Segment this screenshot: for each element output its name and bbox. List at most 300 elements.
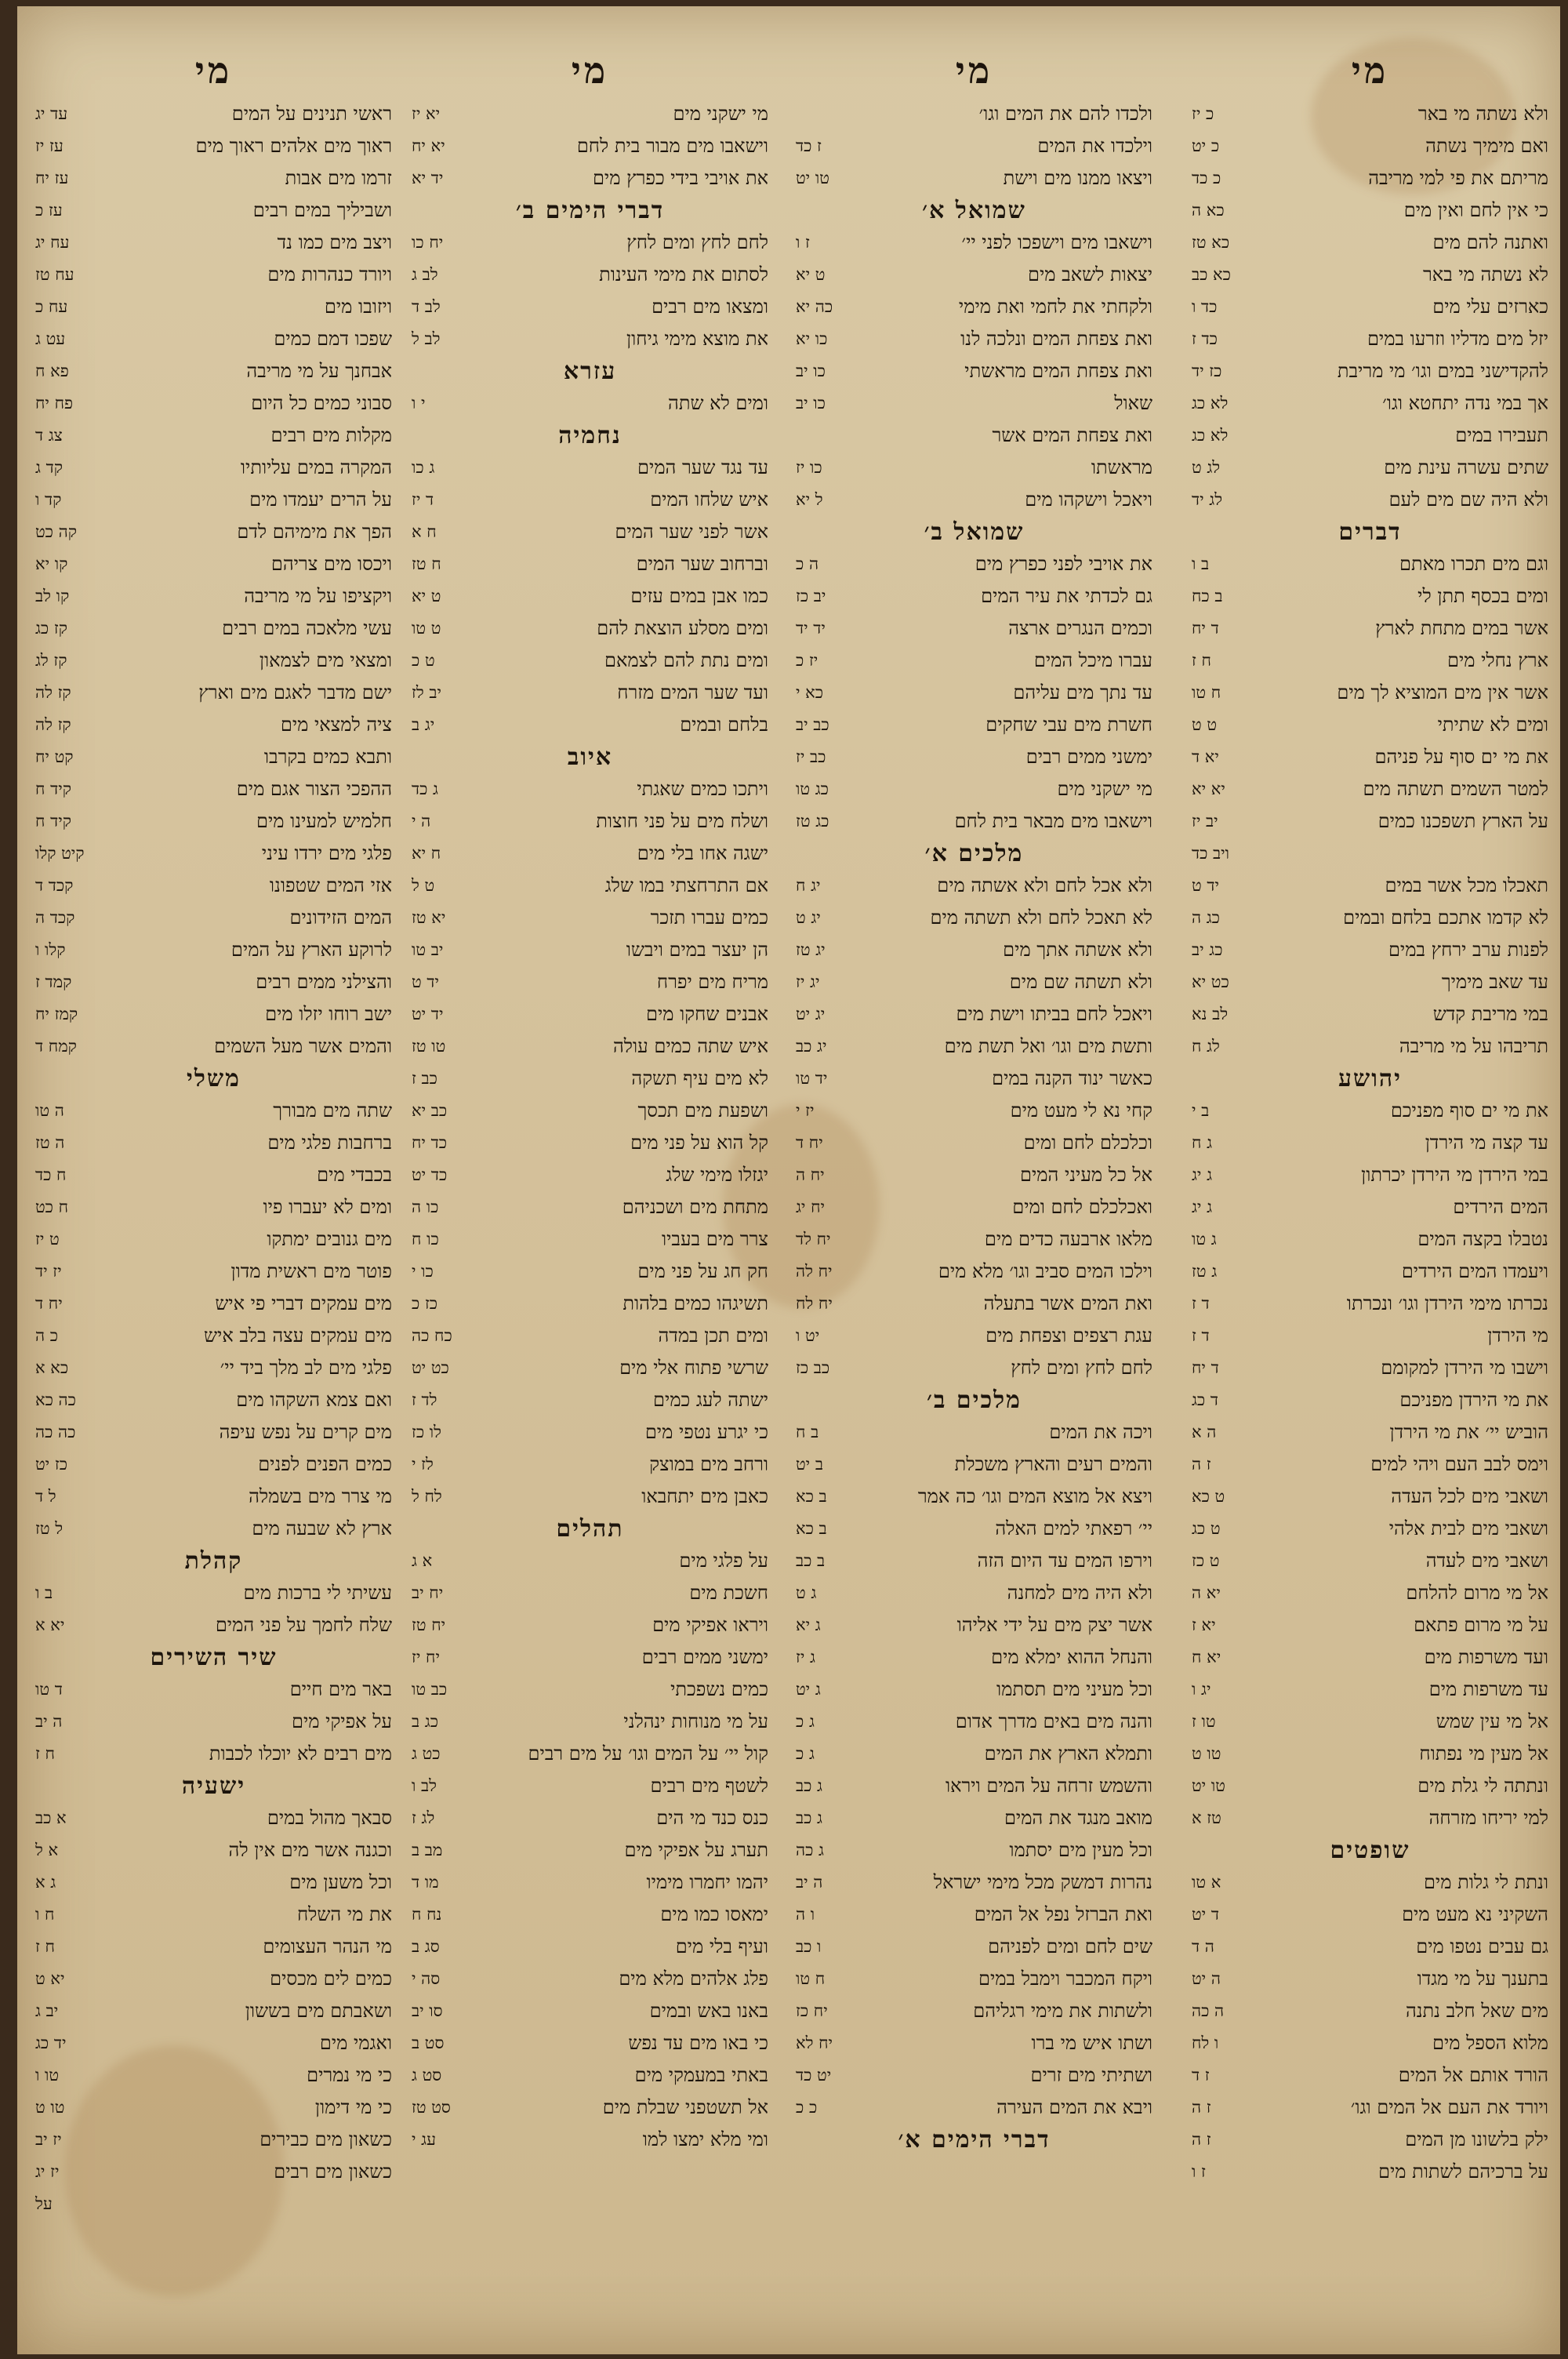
entry-reference: יא יא <box>1192 780 1225 798</box>
entry-text: עגת רצפים וצפחת מים <box>985 1325 1152 1347</box>
concordance-entry <box>796 420 1152 452</box>
concordance-entry <box>35 1834 392 1866</box>
entry-text: יצאות לשאב מים <box>1028 264 1152 285</box>
concordance-column-2 <box>796 43 1152 2317</box>
entry-text: ראשי תנינים על המים <box>231 103 392 125</box>
entry-reference: קכד ד <box>35 876 74 895</box>
entry-reference: קמח ד <box>35 1037 77 1056</box>
book-heading: דברים <box>1338 518 1402 546</box>
entry-reference: כב כז <box>796 1358 830 1377</box>
entry-text: בכבדי מים <box>317 1164 392 1186</box>
concordance-entry <box>35 194 392 227</box>
entry-reference: יב טו <box>412 940 444 959</box>
entry-text: ויקח המכבר וימבל במים <box>978 1968 1152 1990</box>
concordance-entry <box>35 1320 392 1352</box>
entry-reference: יא ד <box>1192 747 1219 766</box>
entry-reference: ח כט <box>35 1198 69 1216</box>
entry-reference: ט כג <box>1192 1519 1221 1538</box>
concordance-entry <box>412 645 768 677</box>
concordance-entry <box>35 838 392 870</box>
entry-reference: כא כב <box>1192 265 1231 284</box>
entry-text: במי מריבת קדש <box>1432 1003 1548 1025</box>
entry-text: למטר השמים תשתה מים <box>1363 778 1548 800</box>
concordance-entry <box>412 998 768 1030</box>
concordance-entry <box>796 1706 1152 1738</box>
entry-text: גם לכדתי את עיר המים <box>981 585 1152 607</box>
concordance-entry <box>35 1448 392 1481</box>
entry-reference: כט יא <box>1192 972 1229 991</box>
entry-reference: ח ז <box>35 1744 55 1763</box>
concordance-entry <box>1192 805 1548 838</box>
entry-text: וכל משען מים <box>289 1871 392 1893</box>
entry-text: סבאך מהול במים <box>267 1807 392 1829</box>
entry-text: אזי המים שטפונו <box>269 874 392 896</box>
concordance-entry <box>35 98 392 130</box>
entry-text: שתה מים מבורך <box>273 1100 392 1121</box>
entry-text: וכמים הנגרים ארצה <box>1008 617 1152 639</box>
concordance-entry <box>796 773 1152 805</box>
entry-reference: ז ד <box>1192 2066 1210 2085</box>
concordance-entry <box>412 1770 768 1802</box>
entry-reference: יא ח <box>1192 1648 1221 1667</box>
entry-reference: ח ז <box>35 1937 55 1956</box>
concordance-entry <box>1192 612 1548 645</box>
entry-text: הוביש יי׳ את מי הירדן <box>1389 1421 1548 1443</box>
entry-text: ולא היה מים למחנה <box>1007 1582 1152 1604</box>
concordance-entry <box>796 1866 1152 1899</box>
entry-reference: כז כ <box>412 1294 438 1313</box>
entry-reference: יא ט <box>35 1969 65 1988</box>
book-heading: מלכים ב׳ <box>927 1387 1022 1414</box>
entry-text: ולקחתי את לחמי ואת מימי <box>958 296 1152 318</box>
concordance-entry <box>35 1127 392 1159</box>
entry-reference: טז א <box>1192 1808 1221 1827</box>
entry-reference: ז ה <box>1192 2130 1211 2149</box>
entry-reference: סט טז <box>412 2098 451 2117</box>
entry-reference: ג כה <box>796 1841 824 1859</box>
entry-reference: סה י <box>412 1969 441 1988</box>
concordance-entry <box>412 227 768 259</box>
entry-reference: ט ל <box>412 876 435 895</box>
entry-text: ולא תשתה שם מים <box>1009 971 1152 993</box>
entry-reference: כ יט <box>1192 136 1220 155</box>
concordance-entry <box>796 227 1152 259</box>
concordance-entry <box>35 709 392 741</box>
entry-reference: יח לה <box>796 1262 833 1281</box>
concordance-entry <box>35 1995 392 2027</box>
concordance-entry <box>796 1609 1152 1641</box>
entry-reference: ה טז <box>35 1133 65 1152</box>
entry-reference: ג א <box>35 1873 56 1892</box>
entry-text: ומים בכסף תתן לי <box>1417 585 1548 607</box>
entry-reference: ה א <box>1192 1423 1217 1441</box>
concordance-entry <box>412 1674 768 1706</box>
concordance-entry <box>412 1416 768 1448</box>
entry-text: וירפו המים עד היום הזה <box>977 1550 1152 1572</box>
entry-text: ומים נתת להם לצמאם <box>604 649 768 671</box>
concordance-entry <box>35 420 392 452</box>
entry-text: ושאבי מים לכל העדה <box>1391 1485 1548 1507</box>
concordance-entry <box>1192 2156 1548 2188</box>
entry-text: אך במי נדה יתחטא וגו׳ <box>1382 392 1548 414</box>
entry-text: מים גנובים ימתקו <box>267 1228 392 1250</box>
entry-reference: לב ו <box>412 1776 437 1795</box>
concordance-entry <box>35 387 392 420</box>
concordance-entry <box>1192 1545 1548 1577</box>
concordance-entry <box>412 2059 768 2092</box>
entry-reference: עז כ <box>35 201 63 220</box>
entry-text: נכרתו מימי הירדן וגו׳ ונכרתו <box>1346 1292 1548 1314</box>
entry-reference: ג כ <box>796 1744 815 1763</box>
entry-text: מקלות מים רבים <box>270 424 392 446</box>
entry-reference: יג יט <box>796 1005 826 1023</box>
entry-reference: כה כה <box>35 1423 76 1441</box>
entry-text: מי הירדן <box>1487 1325 1548 1347</box>
entry-reference: כב יב <box>796 715 829 734</box>
entry-reference: סט ב <box>412 2034 445 2052</box>
entry-text: כארזים עלי מים <box>1432 296 1548 318</box>
entry-text: מים רבים לא יוכלו לכבות <box>209 1743 392 1765</box>
book-heading: יהושע <box>1338 1065 1402 1092</box>
concordance-entry <box>35 741 392 773</box>
entry-text: מריח מים יפרח <box>656 971 768 993</box>
column-header: מי <box>194 49 233 92</box>
entry-reference: כג טז <box>796 812 829 831</box>
concordance-entry <box>1192 1384 1548 1416</box>
concordance-entry <box>412 1159 768 1191</box>
entry-reference: קד ג <box>35 458 63 477</box>
entry-reference: כו יב <box>796 394 826 413</box>
entry-text: תריבהו על מי מריבה <box>1399 1035 1548 1057</box>
entry-reference: ב כא <box>796 1487 827 1506</box>
concordance-entry <box>1192 484 1548 516</box>
entry-text: מתחת מים ושכניהם <box>622 1196 768 1218</box>
book-heading: ישעיה <box>181 1772 246 1800</box>
entry-reference: יד כג <box>35 2034 67 2052</box>
entry-text: מי ישקני מים <box>1057 778 1152 800</box>
concordance-entry <box>35 1802 392 1834</box>
entry-text: עד משרפות מים <box>1428 1678 1548 1700</box>
entry-reference: קמד ז <box>35 972 72 991</box>
entry-text: ושאבי מים לבית אלהי <box>1388 1518 1548 1539</box>
book-heading: איוב <box>567 743 613 771</box>
entry-text: כמו אבן במים עזים <box>630 585 768 607</box>
concordance-entry <box>35 1899 392 1931</box>
entry-reference: מב ב <box>412 1841 443 1859</box>
entry-text: ההפכי הצור אגם מים <box>236 778 392 800</box>
concordance-entry <box>1192 2092 1548 2124</box>
entry-text: ואת הברזל נפל אל המים <box>974 1903 1152 1925</box>
concordance-entry <box>1192 387 1548 420</box>
entry-reference: יד יט <box>412 1005 444 1023</box>
concordance-entry <box>796 1963 1152 1995</box>
book-heading: עזרא <box>563 358 617 385</box>
entry-text: ויאכל לחם בביתו וישת מים <box>956 1003 1152 1025</box>
concordance-entry <box>1192 1095 1548 1127</box>
concordance-entry <box>1192 452 1548 484</box>
entry-text: ויצאו ממנו מים וישת <box>1003 167 1152 189</box>
entry-reference: ל טז <box>35 1519 64 1538</box>
entry-text: את מי הירדן מפניכם <box>1399 1389 1548 1411</box>
concordance-entry <box>412 1963 768 1995</box>
entry-reference: ל יא <box>796 490 823 509</box>
concordance-entry <box>35 1738 392 1770</box>
concordance-entry <box>1192 98 1548 130</box>
entry-text: יהמו יחמרו מימיו <box>646 1871 768 1893</box>
concordance-entry <box>1192 580 1548 612</box>
entry-reference: ב כח <box>1192 587 1223 605</box>
concordance-entry <box>412 1288 768 1320</box>
concordance-entry <box>412 1899 768 1931</box>
entry-text: שפכו דמם כמים <box>274 328 392 350</box>
entry-reference: ה יב <box>796 1873 823 1892</box>
entry-text: אל כל מעיני המים <box>1020 1164 1152 1186</box>
entry-text: קל הוא על פני מים <box>630 1132 768 1154</box>
concordance-entry <box>35 1352 392 1384</box>
concordance-entry <box>1192 1416 1548 1448</box>
concordance-entry <box>1192 355 1548 387</box>
entry-text: לא מים עיף תשקה <box>631 1067 768 1089</box>
concordance-entry <box>35 1866 392 1899</box>
concordance-entry <box>1192 1030 1548 1063</box>
entry-text: ומצאי מים לצמאון <box>259 649 392 671</box>
entry-reference: ט טו <box>412 619 441 638</box>
entry-reference: יז כ <box>796 651 818 670</box>
concordance-entry <box>796 1641 1152 1674</box>
entry-text: ימשני ממים רבים <box>1025 746 1152 768</box>
entry-reference: א ל <box>35 1841 59 1859</box>
concordance-entry <box>35 1706 392 1738</box>
entry-text: ונתתה לי גלת מים <box>1417 1775 1548 1797</box>
entry-text: כנס כנד מי הים <box>656 1807 768 1829</box>
entry-reference: כד ו <box>1192 297 1218 316</box>
entry-text: ואת המים אשר בתעלה <box>983 1292 1152 1314</box>
entry-reference: יג ו <box>1192 1680 1211 1699</box>
entry-text: ואם מימיך נשתה <box>1425 135 1548 157</box>
entry-reference: לב ד <box>412 297 441 316</box>
concordance-entry <box>796 1513 1152 1545</box>
concordance-entry <box>412 838 768 870</box>
entry-text: כמים לים מכסים <box>270 1968 392 1990</box>
entry-reference: יט כד <box>796 2066 832 2085</box>
entry-reference: ח כד <box>35 1165 67 1184</box>
entry-reference: א ג <box>412 1551 433 1570</box>
entry-reference: יט ו <box>796 1326 820 1345</box>
concordance-entry <box>412 773 768 805</box>
concordance-entry <box>796 1095 1152 1127</box>
concordance-entry <box>35 259 392 291</box>
entry-reference: כו ה <box>412 1198 439 1216</box>
concordance-entry <box>412 259 768 291</box>
concordance-entry <box>412 2092 768 2124</box>
entry-reference: קט יח <box>35 747 74 766</box>
entry-text: צרר מים בעביו <box>661 1228 768 1250</box>
entry-text: פלגי מים ירדו עיני <box>261 842 392 864</box>
concordance-entry <box>412 1384 768 1416</box>
entry-text: תאכלו מכל אשר במים <box>1385 874 1548 896</box>
entry-reference: לב נא <box>1192 1005 1229 1023</box>
concordance-entry <box>796 645 1152 677</box>
concordance-column-1 <box>1192 43 1548 2317</box>
concordance-entry <box>412 1191 768 1223</box>
concordance-entry <box>796 323 1152 355</box>
entry-text: וברחוב שער המים <box>636 553 768 575</box>
entry-reference: כב טו <box>412 1680 448 1699</box>
concordance-entry <box>1192 1674 1548 1706</box>
entry-reference: קיד ח <box>35 812 71 831</box>
entry-text: המים הזידונים <box>289 907 392 929</box>
entry-text: וכלכלם לחם ומים <box>1023 1132 1152 1154</box>
concordance-entry <box>796 934 1152 966</box>
concordance-entry <box>35 902 392 934</box>
entry-reference: יד טו <box>796 1069 828 1088</box>
entry-text: עשי מלאכה במים רבים <box>222 617 392 639</box>
entry-text: להקדישני במים וגו׳ מי מריבת <box>1337 360 1548 382</box>
entry-reference: כג טו <box>796 780 829 798</box>
concordance-entry <box>796 1577 1152 1609</box>
entry-text: כי יגרע נטפי מים <box>644 1421 768 1443</box>
entry-text: ויעמדו המים הירדים <box>1401 1260 1548 1282</box>
entry-text: את מי ים סוף מפניכם <box>1390 1100 1548 1121</box>
book-heading: קהלת <box>184 1547 243 1575</box>
entry-reference: ד יח <box>1192 619 1219 638</box>
concordance-entry <box>35 966 392 998</box>
entry-text: לחם לחץ ומים לחץ <box>1011 1357 1152 1379</box>
concordance-entry <box>35 1288 392 1320</box>
concordance-entry <box>796 1063 1152 1095</box>
concordance-entry <box>412 1931 768 1963</box>
entry-reference: כה כא <box>35 1390 76 1409</box>
column-header: מי <box>1351 49 1389 92</box>
concordance-entry <box>796 355 1152 387</box>
entry-text: יי׳ רפאתי למים האלה <box>995 1518 1152 1539</box>
concordance-entry <box>35 2188 392 2220</box>
entry-text: המים הירדים <box>1453 1196 1548 1218</box>
concordance-entry <box>796 998 1152 1030</box>
entry-reference: יב כז <box>796 587 826 605</box>
entry-reference: ב כב <box>796 1551 826 1570</box>
entry-reference: כב ז <box>412 1069 437 1088</box>
concordance-entry <box>1192 902 1548 934</box>
concordance-entry <box>796 580 1152 612</box>
entry-reference: קיד ח <box>35 780 71 798</box>
concordance-entry <box>35 1609 392 1641</box>
entry-text: על הארץ תשפכנו כמים <box>1377 810 1548 832</box>
entry-reference: יז י <box>796 1101 815 1120</box>
concordance-entry <box>35 452 392 484</box>
entry-text: מים שאל חלב נתנה <box>1405 2000 1548 2022</box>
concordance-entry <box>35 1931 392 1963</box>
concordance-entry <box>1192 1481 1548 1513</box>
entry-reference: ה כה <box>1192 2001 1225 2020</box>
entry-reference: יא ז <box>1192 1616 1216 1634</box>
concordance-entry <box>796 1416 1152 1448</box>
entry-reference: ו ה <box>796 1905 815 1924</box>
entry-reference: ה יט <box>1192 1969 1221 1988</box>
entry-reference: ג ח <box>1192 1133 1213 1152</box>
entry-reference: טו ט <box>1192 1744 1221 1763</box>
concordance-entry <box>35 162 392 194</box>
entry-text: וכל מעיני מים תסתמו <box>996 1678 1152 1700</box>
concordance-entry <box>1192 2059 1548 2092</box>
concordance-entry <box>1192 420 1548 452</box>
concordance-entry <box>35 805 392 838</box>
entry-reference: יא יח <box>412 136 445 155</box>
concordance-entry <box>412 580 768 612</box>
entry-reference: יב ג <box>35 2001 59 2020</box>
concordance-entry <box>1192 1963 1548 1995</box>
concordance-entry <box>796 387 1152 420</box>
entry-text: כמים הפנים לפנים <box>258 1453 392 1475</box>
entry-reference: עז יז <box>35 136 64 155</box>
concordance-entry <box>796 2092 1152 2124</box>
entry-reference: ד טו <box>35 1680 63 1699</box>
entry-reference: ג יט <box>796 1680 821 1699</box>
entry-text: אבחנך על מי מריבה <box>246 360 392 382</box>
entry-text: לא נשתה מי באר <box>1422 264 1548 285</box>
concordance-entry <box>35 1223 392 1256</box>
entry-text: והצילני ממים רבים <box>256 971 392 993</box>
entry-text: וכגנה אשר מים אין לה <box>228 1839 392 1861</box>
entry-reference: יח ד <box>35 1294 63 1313</box>
entry-reference: כא א <box>35 1358 69 1377</box>
entry-text: ועד שער המים מזרח <box>617 682 768 703</box>
concordance-entry <box>412 1609 768 1641</box>
concordance-entry <box>412 677 768 709</box>
entry-reference: ד יט <box>1192 1905 1219 1924</box>
entry-text: ויזובו מים <box>324 296 392 318</box>
entry-reference: ח ו <box>35 1905 55 1924</box>
entry-text: בלחם ובמים <box>680 714 768 736</box>
entry-text: ואתנה להם מים <box>1432 231 1548 253</box>
entry-text: גם עבים נטפו מים <box>1416 1936 1548 1957</box>
entry-text: ותשת מים וגו׳ ואל תשת מים <box>944 1035 1152 1057</box>
entry-reference: קה כט <box>35 522 77 541</box>
entry-reference: ג כב <box>796 1808 822 1827</box>
concordance-entry <box>35 1159 392 1191</box>
concordance-entry <box>796 1674 1152 1706</box>
entry-reference: יג יז <box>796 972 820 991</box>
entry-text: אם התרחצתי במו שלג <box>604 874 768 896</box>
entry-text: מים קרים על נפש עיפה <box>219 1421 392 1443</box>
concordance-entry <box>412 1448 768 1481</box>
entry-text: שאול <box>1114 392 1152 414</box>
concordance-entry <box>796 162 1152 194</box>
concordance-entry <box>796 677 1152 709</box>
entry-reference: לב ל <box>412 329 441 348</box>
entry-text: קחי נא לי מעט מים <box>1010 1100 1152 1121</box>
entry-reference: ב כא <box>796 1519 827 1538</box>
concordance-entry <box>412 2124 768 2156</box>
concordance-entry <box>35 227 392 259</box>
entry-text: ושתו איש מי ברו <box>1031 2032 1152 2054</box>
concordance-entry <box>35 580 392 612</box>
entry-text: והנחל ההוא ימלא מים <box>991 1646 1152 1668</box>
book-heading: נחמיה <box>558 422 622 449</box>
entry-text: לחם לחץ ומים לחץ <box>626 231 768 253</box>
concordance-entry <box>412 870 768 902</box>
concordance-entry <box>35 677 392 709</box>
entry-reference: על <box>35 2194 53 2213</box>
concordance-entry <box>412 1063 768 1095</box>
concordance-entry <box>796 1931 1152 1963</box>
entry-reference: כא טז <box>1192 233 1230 252</box>
concordance-entry <box>412 1577 768 1609</box>
entry-reference: יב לז <box>412 683 441 702</box>
concordance-entry <box>796 1481 1152 1513</box>
concordance-entry <box>796 259 1152 291</box>
concordance-entry <box>1192 1448 1548 1481</box>
